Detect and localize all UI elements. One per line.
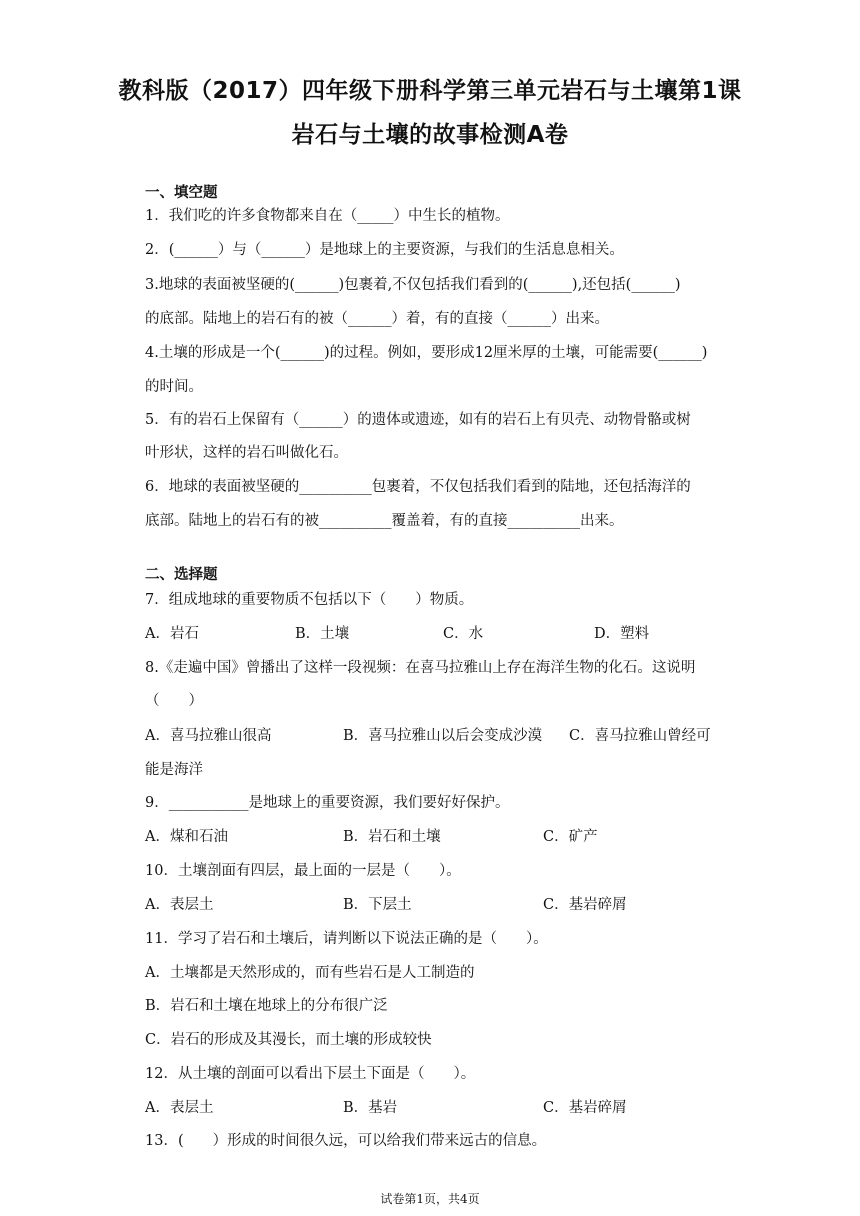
- option-b: B．喜马拉雅山以后会变成沙漠: [343, 728, 543, 744]
- question-11-option-b: B．岩石和土壤在地球上的分布很广泛: [145, 998, 388, 1014]
- option-a: A．表层土: [145, 1100, 214, 1116]
- question-8-line1: 8.《走遍中国》曾播出了这样一段视频：在喜马拉雅山上存在海洋生物的化石。这说明: [145, 660, 696, 676]
- option-b: B．下层土: [343, 897, 412, 913]
- question-8-options: [145, 726, 725, 746]
- question-9: 9．___________是地球上的重要资源，我们要好好保护。: [145, 795, 510, 811]
- question-11: 11．学习了岩石和土壤后，请判断以下说法正确的是（ ）。: [145, 931, 548, 947]
- option-c: C．喜马拉雅山曾经可: [569, 728, 711, 744]
- question-line: 的时间。: [145, 379, 203, 395]
- question-line: 2．(______）与（______）是地球上的主要资源，与我们的生活息息相关。: [145, 242, 624, 258]
- document-title-line2: 岩石与土壤的故事检测A卷: [291, 122, 569, 148]
- option-a: A．岩石: [145, 626, 199, 642]
- option-c: C．基岩碎屑: [543, 897, 627, 913]
- question-line: 4.土壤的形成是一个(______)的过程。例如，要形成12厘米厚的土壤，可能需要(______): [145, 345, 708, 361]
- question-line: 3.地球的表面被坚硬的(______)包裹着,不仅包括我们看到的(______),还包括(______): [145, 277, 681, 293]
- page-footer: 试卷第1页，共4页: [380, 1192, 480, 1206]
- question-line: 6．地球的表面被坚硬的__________包裹着，不仅包括我们看到的陆地，还包括海洋的: [145, 479, 691, 495]
- document-title-line1: 教科版（2017）四年级下册科学第三单元岩石与土壤第1课: [118, 78, 742, 104]
- question-8-line2: （ ）: [145, 693, 203, 709]
- option-c: C．矿产: [543, 829, 598, 845]
- question-9-options: [145, 827, 725, 847]
- question-10-options: [145, 895, 725, 915]
- section-heading-multiple-choice: 二、选择题: [145, 567, 218, 583]
- option-a: A．喜马拉雅山很高: [145, 728, 272, 744]
- option-a: A．煤和石油: [145, 829, 228, 845]
- option-b: B．基岩: [343, 1100, 398, 1116]
- question-line: 5．有的岩石上保留有（______）的遗体或遗迹，如有的岩石上有贝壳、动物骨骼或树: [145, 412, 691, 428]
- option-b: B．岩石和土壤: [343, 829, 441, 845]
- question-line: 的底部。陆地上的岩石有的被（______）着，有的直接（______）出来。: [145, 311, 609, 327]
- option-b: B．土壤: [295, 626, 350, 642]
- option-d: D．塑料: [594, 626, 650, 642]
- question-7: 7．组成地球的重要物质不包括以下（ ）物质。: [145, 592, 474, 608]
- question-7-options: [145, 624, 725, 644]
- question-11-option-a: A．土壤都是天然形成的，而有些岩石是人工制造的: [145, 965, 475, 981]
- question-line: 1．我们吃的许多食物都来自在（_____）中生长的植物。: [145, 208, 510, 224]
- section-heading-fill-blank: 一、填空题: [145, 185, 218, 201]
- question-10: 10．土壤剖面有四层，最上面的一层是（ ）。: [145, 863, 461, 879]
- option-a: A．表层土: [145, 897, 214, 913]
- question-line: 底部。陆地上的岩石有的被__________覆盖着，有的直接__________出来。: [145, 513, 624, 529]
- question-11-option-c: C．岩石的形成及其漫长，而土壤的形成较快: [145, 1032, 432, 1048]
- question-12: 12．从土壤的剖面可以看出下层土下面是（ ）。: [145, 1066, 476, 1082]
- option-c: C．基岩碎屑: [543, 1100, 627, 1116]
- question-line: 叶形状，这样的岩石叫做化石。: [145, 445, 348, 461]
- question-13: 13．( ）形成的时间很久远，可以给我们带来远古的信息。: [145, 1133, 547, 1149]
- question-12-options: [145, 1098, 725, 1118]
- option-c: C．水: [443, 626, 484, 642]
- question-8-option-c-continued: 能是海洋: [145, 762, 203, 778]
